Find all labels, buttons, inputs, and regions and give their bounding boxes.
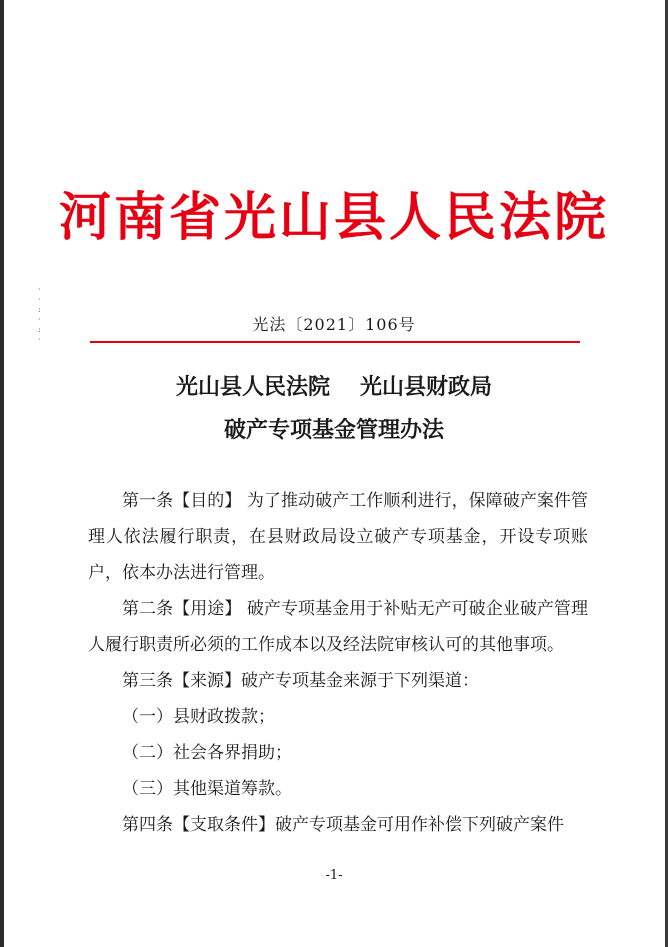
binding-marks: · · : · : ·: [38, 285, 41, 344]
article-1: 第一条【目的】 为了推动破产工作顺利进行，保障破产案件管理人依法履行职责，在县财政局设立破产专项基金，开设专项账户，依本办法进行管理。: [88, 491, 588, 583]
document-body: [88, 483, 588, 843]
article-4: 第四条【支取条件】破产专项基金可用作补偿下列破产案件: [122, 815, 564, 835]
article-3: 第三条【来源】破产专项基金来源于下列渠道：: [122, 671, 479, 691]
document-title-issuers: [0, 370, 668, 401]
article-3-item-2: （二）社会各界捐助；: [122, 743, 292, 763]
court-header: 河南省光山县人民法院: [58, 187, 609, 248]
article-3-item-3: （三）其他渠道筹款。: [122, 779, 292, 799]
page-number: -1-: [325, 868, 343, 883]
article-3-item-1: （一）县财政拨款；: [122, 707, 275, 727]
red-divider: [90, 341, 580, 343]
document-number: 光法〔2021〕106号: [252, 315, 416, 334]
issuer-court: 光山县人民法院: [175, 374, 330, 400]
document-title: 破产专项基金管理办法: [223, 417, 444, 443]
article-2: 第二条【用途】 破产专项基金用于补贴无产可破企业破产管理人履行职责所必须的工作成本以及经法院审核认可的其他事项。: [88, 599, 588, 655]
issuer-finance-bureau: 光山县财政局: [360, 374, 493, 400]
